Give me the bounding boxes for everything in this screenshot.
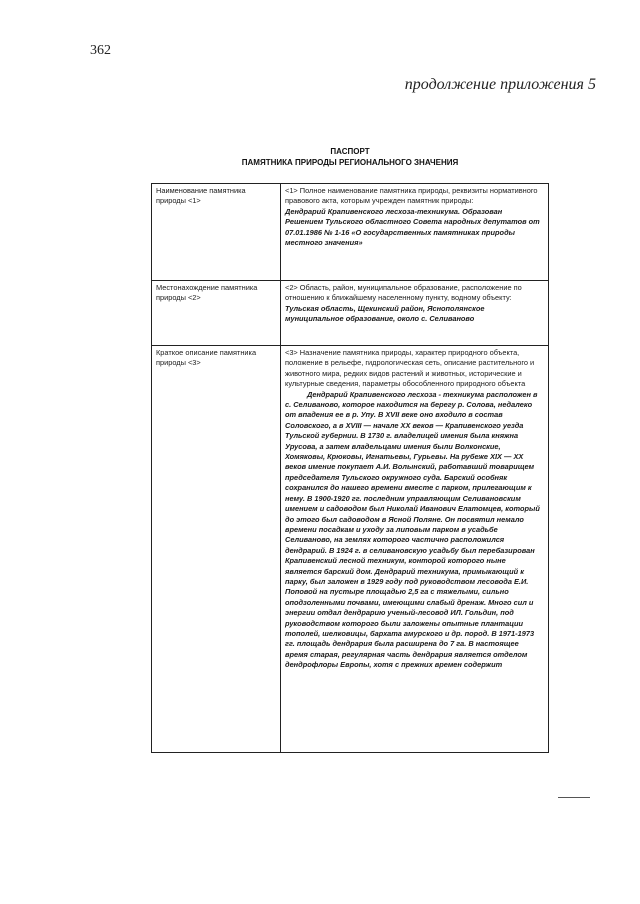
title-line-1: ПАСПОРТ [330,147,370,156]
row-value-description [281,346,549,753]
table-row-location [152,281,549,346]
document-title [150,146,550,168]
footer-divider [558,797,590,798]
row-content-name: Дендрарий Крапивенского лесхоза-техникума. Образован Решением Тульского областного Совета народных депутатов от 07.01.1986 № 1-16 «О государственных памятниках природы местного значения» [285,206,540,248]
page-number: 362 [90,43,111,58]
row-label-description: Краткое описание памятника природы <3> [152,346,281,753]
passport-table [151,183,549,753]
row-label-name: Наименование памятника природы <1> [152,184,281,281]
row-value-location [281,281,549,346]
table-row-description [152,346,549,753]
title-line-2: ПАМЯТНИКА ПРИРОДЫ РЕГИОНАЛЬНОГО ЗНАЧЕНИЯ [241,158,459,167]
row-label-location: Местонахождение памятника природы <2> [152,281,281,346]
row-description-name: <1> Полное наименование памятника природы, реквизиты нормативного правового акта, которым учрежден памятник природы: [285,186,538,206]
continuation-note: продолжение приложения 5 [404,76,596,93]
row-content-location: Тульская область, Щекинский район, Яснополянское муниципальное образование, около с. Селиваново [285,303,485,324]
row-description-location: <2> Область, район, муниципальное образование, расположение по отношению к ближайшему населенному пункту, водному объекту: [285,283,522,303]
row-content-description: Дендрарий Крапивенского лесхоза - техникума расположен в с. Селиваново, которое находится на берегу р. Солова, недалеко от впадения ее в р. Упу. В XVII веке оно входило в состав Соловского, а в XVIII — начале XX веков — Крапивенского уезда Тульской губернии. В 1730 г. владелицей имения была княжна Урусова, а затем владельцами имения были Волконские, Хомяковы, Крюковы, Игнатьевы, Гурьевы. На рубеже XIX — XX веков имение покупает А.И. Волынский, работавший товарищем председателя Тульского окружного суда. Барский особняк сохранился до нашего времени вместе с парком, прилегающим к нему. В 1900-1920 гг. последним управляющим Селивановским имением и садоводом был Николай Иванович Елатомцев, который до этого был садоводом в Ясной Поляне. Он посвятил немало времени посадкам и уходу за липовым парком в усадьбе Селиваново, на землях которого частично расположился дендрарий. В 1924 г. в селивановскую усадьбу был перебазирован Крапивенский лесной техникум, конторой которого ныне является барский дом. Дендрарий техникума, примыкающий к парку, был заложен в 1929 году под руководством лесовода Е.И. Поповой на пустыре площадью 2,5 га с тяжелыми, сильно оподзоленными почвами, имеющими слабый дренаж. Много сил и энергии отдал дендрарию ученый-лесовод ИЛ. Гольдин, под руководством которого были заложены опытные плантации тополей, шелковицы, бархата амурского и др. пород. В 1971-1973 гг. площадь дендрария была расширена до 7 га. В настоящее время старая, регулярная часть дендрария является отделом дендрофлоры Европы, хотя с прежних времен содержит [285,389,540,670]
row-description-description: <3> Назначение памятника природы, характер природного объекта, положение в рельефе, гидрологическая сеть, описание растительного и животного мира, редких видов растений и животных, исторические и культурные сведения, параметры обособленного природного объекта [285,348,535,389]
table-row-name [152,184,549,281]
row-value-name [281,184,549,281]
